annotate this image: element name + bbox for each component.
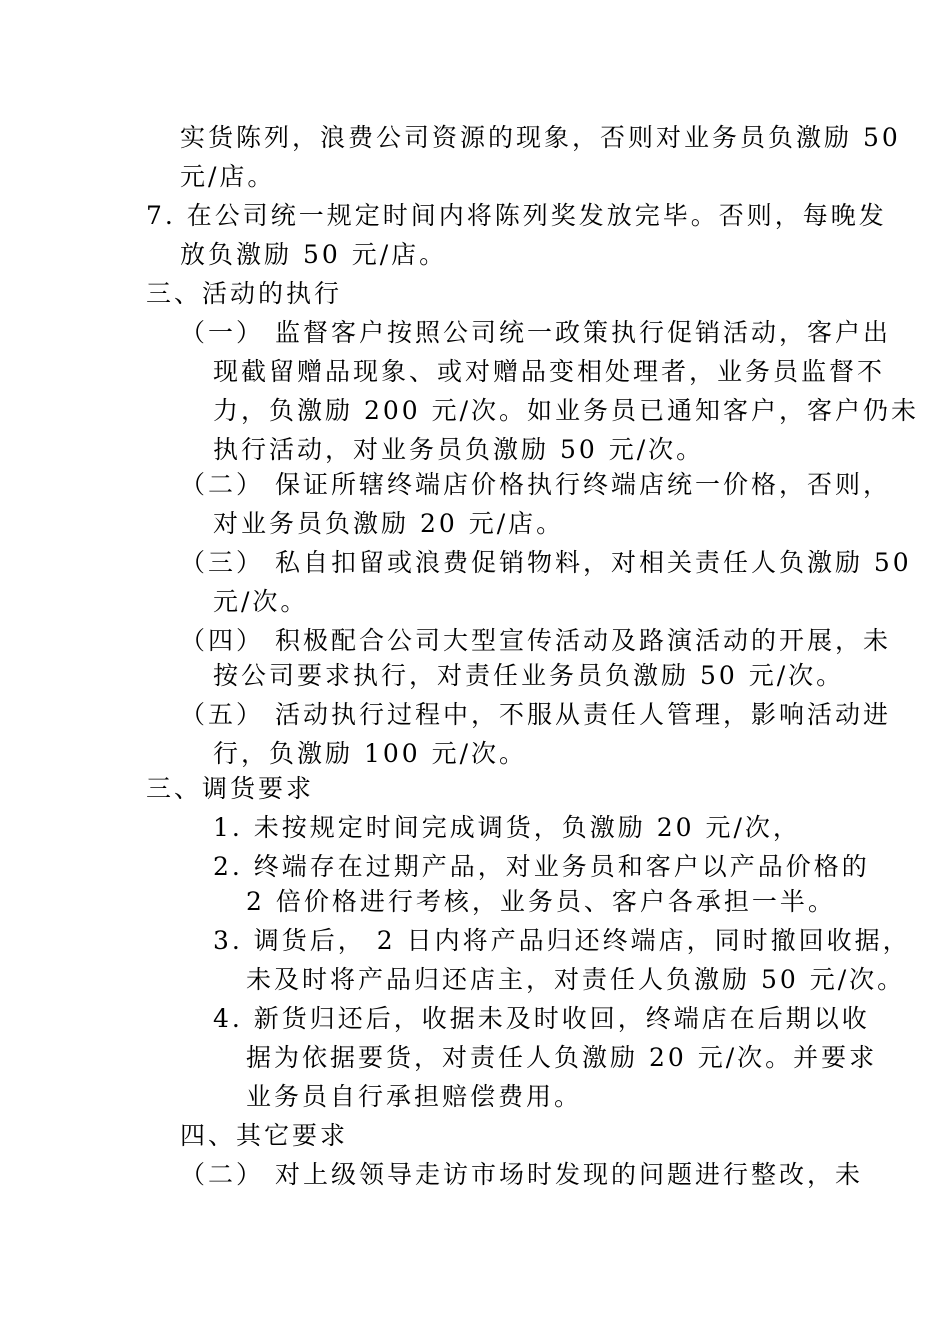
text-line: 实货陈列，浪费公司资源的现象，否则对业务员负激励 50 bbox=[180, 123, 901, 152]
text-line: 放负激励 50 元/店。 bbox=[180, 240, 448, 269]
list-item-3: 3. 调货后， 2 日内将产品归还终端店，同时撤回收据， bbox=[213, 926, 911, 955]
list-item-1: 1. 未按规定时间完成调货，负激励 20 元/次， bbox=[213, 813, 801, 842]
list-item-2: 2. 终端存在过期产品，对业务员和客户以产品价格的 bbox=[213, 852, 870, 881]
sub-item-1: （一） 监督客户按照公司统一政策执行促销活动，客户出 bbox=[180, 318, 891, 347]
list-item-7: 7. 在公司统一规定时间内将陈列奖发放完毕。否则，每晚发 bbox=[146, 201, 887, 230]
text-line: 按公司要求执行，对责任业务员负激励 50 元/次。 bbox=[213, 661, 845, 690]
text-line: 力，负激励 200 元/次。如业务员已通知客户，客户仍未 bbox=[213, 396, 920, 425]
text-line: 现截留赠品现象、或对赠品变相处理者，业务员监督不 bbox=[213, 357, 886, 386]
text-line: 行，负激励 100 元/次。 bbox=[213, 739, 528, 768]
text-line: 元/店。 bbox=[180, 162, 276, 191]
text-line: 对业务员负激励 20 元/店。 bbox=[213, 509, 565, 538]
sub-item-4: （四） 积极配合公司大型宣传活动及路演活动的开展，未 bbox=[180, 626, 891, 655]
section-heading: 三、活动的执行 bbox=[146, 279, 343, 308]
sub-item-2: （二） 对上级领导走访市场时发现的问题进行整改，未 bbox=[180, 1160, 863, 1189]
text-line: 业务员自行承担赔偿费用。 bbox=[246, 1082, 583, 1111]
text-line: 据为依据要货，对责任人负激励 20 元/次。并要求 bbox=[246, 1043, 878, 1072]
list-item-4: 4. 新货归还后，收据未及时收回，终端店在后期以收 bbox=[213, 1004, 870, 1033]
text-line: 元/次。 bbox=[213, 587, 309, 616]
sub-item-5: （五） 活动执行过程中，不服从责任人管理，影响活动进 bbox=[180, 700, 891, 729]
text-line: 未及时将产品归还店主，对责任人负激励 50 元/次。 bbox=[246, 965, 906, 994]
section-heading: 四、其它要求 bbox=[180, 1121, 349, 1150]
sub-item-2: （二） 保证所辖终端店价格执行终端店统一价格，否则， bbox=[180, 470, 891, 499]
section-heading: 三、调货要求 bbox=[146, 774, 315, 803]
text-line: 2 倍价格进行考核，业务员、客户各承担一半。 bbox=[246, 887, 836, 916]
text-line: 执行活动，对业务员负激励 50 元/次。 bbox=[213, 435, 705, 464]
sub-item-3: （三） 私自扣留或浪费促销物料，对相关责任人负激励 50 bbox=[180, 548, 912, 577]
